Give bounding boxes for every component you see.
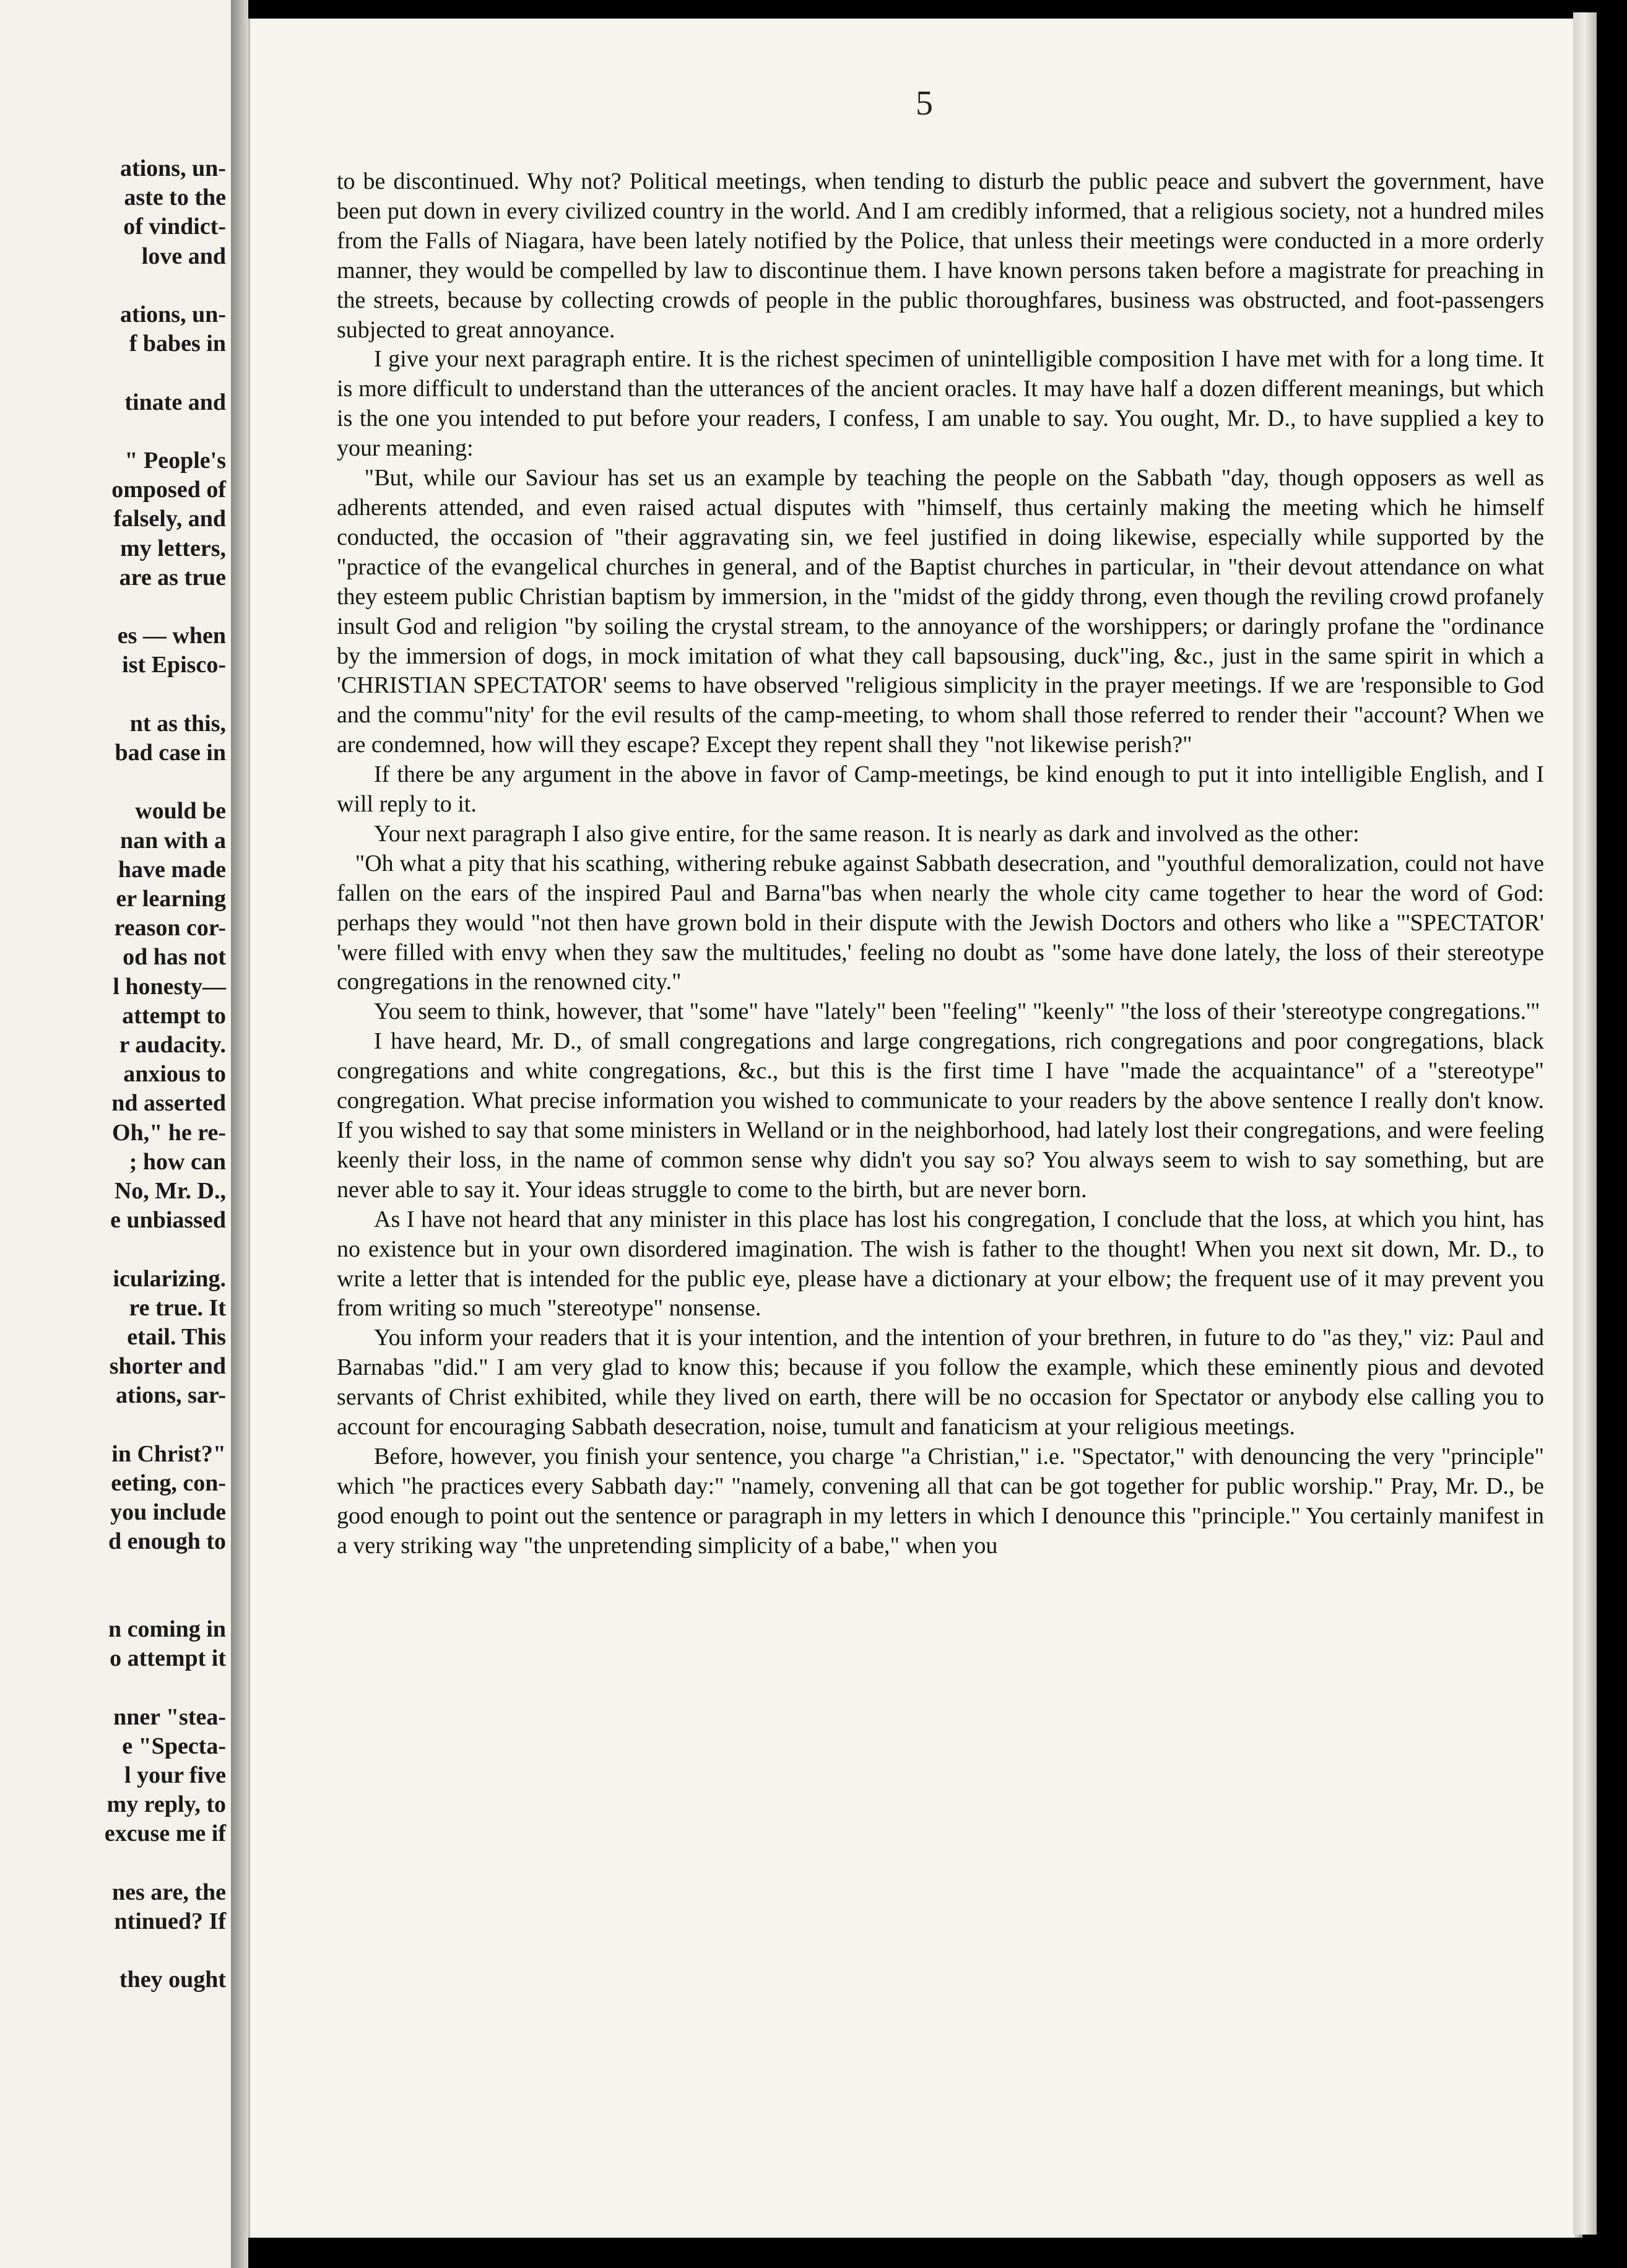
paragraph: You seem to think, however, that "some" have "lately" been "feeling" "keenly" "the loss of their 'stereotype congregations.'" xyxy=(374,998,1540,1025)
left-page-line: in Christ?" xyxy=(111,1440,226,1467)
left-page-line: No, Mr. D., xyxy=(114,1178,226,1204)
page-number: 5 xyxy=(916,84,933,123)
left-page-line: icularizing. xyxy=(113,1265,226,1292)
left-page-line: aste to the xyxy=(124,184,226,211)
left-page-line: shorter and xyxy=(109,1353,226,1380)
left-page-line: es — when xyxy=(117,623,226,649)
left-page-line: of vindict- xyxy=(123,214,226,240)
left-page-line: you include xyxy=(110,1499,226,1526)
paragraph: to be discontinued. Why not? Political meetings, when tending to disturb the public peace and subvert the government, have been put down in every civilized country in the world. And I am credibly informed, that a religious society, not a hundred miles from the Falls of Niagara, have been lately notified by the Police, that unless their meetings were conducted in a more orderly manner, they would be compelled by law to discontinue them. I have known persons taken before a magistrate for preaching in the streets, because by collecting crowds of people in the public thoroughfares, business was obstructed, and foot-passengers subjected to great annoyance. xyxy=(337,168,1544,343)
left-page-line: etail. This xyxy=(127,1324,226,1350)
left-page-line: reason cor- xyxy=(114,915,226,941)
paragraph: As I have not heard that any minister in this place has lost his congregation, I conclude that the loss, at which you hint, has no existence but in your own disordered imagination. The wish is father to the thought! When you next sit down, Mr. D., to write a letter that is intended for the public eye, please have a dictionary at your elbow; the frequent use of it may prevent you from writing so much "stereotype" nonsense. xyxy=(337,1206,1544,1322)
left-page-line: e unbiassed xyxy=(110,1207,226,1234)
left-page-line: nner "stea- xyxy=(113,1703,226,1730)
left-page-line: falsely, and xyxy=(113,506,226,532)
left-page-line: omposed of xyxy=(111,477,226,503)
left-page-line: Oh," he re- xyxy=(112,1119,226,1146)
left-page-line: nt as this, xyxy=(129,710,226,737)
paragraph: You inform your readers that it is your intention, and the intention of your brethren, in future to do "as they," viz: Paul and Barnabas "did." I am very glad to know this; because if you follow the example, which these eminently pious and devoted servants of Christ exhibited, while they lived on earth, there will be no occasion for Spectator or anybody else calling you to account for encouraging Sabbath desecration, noise, tumult and fanaticism at your religious meetings. xyxy=(337,1325,1544,1440)
left-page-line: er learning xyxy=(116,886,226,912)
paragraph: Before, however, you finish your sentence, you charge "a Christian," i.e. "Spectator," with denouncing the very "principle" which "he practices every Sabbath day:" "namely, convening all that can be got together for public worship." Pray, Mr. D., be good enough to point out the sentence or paragraph in my letters in which I denounce this "principle." You certainly manifest in a very striking way "the unpretending simplicity of a babe," when you xyxy=(337,1443,1544,1559)
page-body-text xyxy=(337,167,1544,1561)
left-page-line: tinate and xyxy=(124,389,226,415)
paragraph: If there be any argument in the above in favor of Camp-meetings, be kind enough to put it into intelligible English, and I will reply to it. xyxy=(337,761,1544,818)
left-page-line: nes are, the xyxy=(112,1879,226,1905)
left-page-line: l your five xyxy=(124,1762,226,1788)
left-page-line: my letters, xyxy=(120,535,226,561)
left-page-line: o attempt it xyxy=(110,1645,226,1672)
book-gutter xyxy=(231,0,248,2268)
paragraph: I give your next paragraph entire. It is the richest specimen of unintelligible composition I have met with for a long time. It is more difficult to understand than the utterances of the ancient oracles. It may have half a dozen different meanings, but which is the one you intended to put before your readers, I confess, I am unable to say. You ought, Mr. D., to have supplied a key to your meaning: xyxy=(337,346,1544,462)
left-page-fragment xyxy=(0,0,231,2268)
page-edge xyxy=(1573,12,1597,2235)
left-page-line: d enough to xyxy=(108,1528,226,1555)
left-page-line: e "Specta- xyxy=(122,1733,226,1759)
left-page-line: nd asserted xyxy=(111,1090,226,1117)
left-page-line: bad case in xyxy=(115,740,226,766)
left-page-line: ist Episco- xyxy=(122,652,226,678)
left-page-line: re true. It xyxy=(129,1294,226,1321)
left-page-line: love and xyxy=(141,243,226,269)
left-page-line: ations, un- xyxy=(119,155,226,181)
left-page-line: l honesty— xyxy=(113,973,226,1000)
left-page-line: ntinued? If xyxy=(114,1908,226,1934)
left-page-line: r audacity. xyxy=(119,1032,226,1058)
paragraph: Your next paragraph I also give entire, for the same reason. It is nearly as dark and involved as the other: xyxy=(374,820,1360,847)
left-page-line: would be xyxy=(135,798,226,825)
left-page-line: ations, sar- xyxy=(115,1382,226,1409)
left-page-line: excuse me if xyxy=(104,1820,226,1847)
left-page-line: have made xyxy=(118,856,226,883)
left-page-line: ; how can xyxy=(129,1148,226,1175)
left-page-line: nan with a xyxy=(119,827,226,854)
left-page-line: anxious to xyxy=(123,1061,226,1088)
left-page-line: eeting, con- xyxy=(111,1470,226,1496)
left-page-line: f babes in xyxy=(129,331,226,357)
left-page-line: they ought xyxy=(119,1967,226,1993)
left-page-line: n coming in xyxy=(108,1616,226,1642)
block-quote: "But, while our Saviour has set us an example by teaching the people on the Sabbath "day, though opposers as well as adherents attended, and even raised actual disputes with "himself, thus certainly making the meeting which he himself conducted, the occasion of "their aggravating sin, we feel justified in doing likewise, especially while supported by the "practice of the evangelical churches in general, and of the Baptist churches in particular, in "their devout attendance on what they esteem public Christian baptism by immersion, in the "midst of the giddy throng, even though the reviling crowd profanely insult God and religion "by soiling the crystal stream, to the annoyance of the worshippers; or daringly profane the "ordinance by the immersion of dogs, in mock imitation of what they call bapsousing, duck"ing, &c., just in the same spirit in which a 'CHRISTIAN SPECTATOR' seems to have observed "religious simplicity in the prayer meetings. If we are 'responsible to God and the commu"nity' for the evil results of the camp-meeting, to whom shall those referred to render their "account? When we are condemned, how will they escape? Except they repent shall they "not likewise perish?" xyxy=(337,465,1544,758)
left-page-line: are as true xyxy=(119,564,226,591)
left-page-line: ations, un- xyxy=(119,301,226,327)
left-page-line: attempt to xyxy=(122,1002,226,1029)
right-page xyxy=(248,19,1575,2238)
paragraph: I have heard, Mr. D., of small congregations and large congregations, rich congregations and poor congregations, black congregations and white congregations, &c., but this is the first time I have "made the acquaintance" of a "stereotype" congregation. What precise information you wished to communicate to your readers by the above sentence I really don't know. If you wished to say that some ministers in Welland or in the neighborhood, had lately lost their congregations, and were feeling keenly their loss, in the name of common sense why didn't you say so? You always seem to wish to say something, but are never able to say it. Your ideas struggle to come to the birth, but are never born. xyxy=(337,1028,1544,1203)
left-page-line: " People's xyxy=(124,448,226,474)
block-quote: "Oh what a pity that his scathing, withering rebuke against Sabbath desecration, and "youthful demoralization, could not have fallen on the ears of the inspired Paul and Barna"bas when nearly the whole city came together to hear the word of God: perhaps they would "not then have grown bold in their dispute with the Jewish Doctors and others who like a "'SPECTATOR' 'were filled with envy when they saw the multitudes,' feeling no doubt as "some have done lately, the loss of their stereotype congregations in the renowned city." xyxy=(337,850,1544,995)
left-page-line: my reply, to xyxy=(106,1791,226,1818)
left-page-line: od has not xyxy=(123,944,226,971)
